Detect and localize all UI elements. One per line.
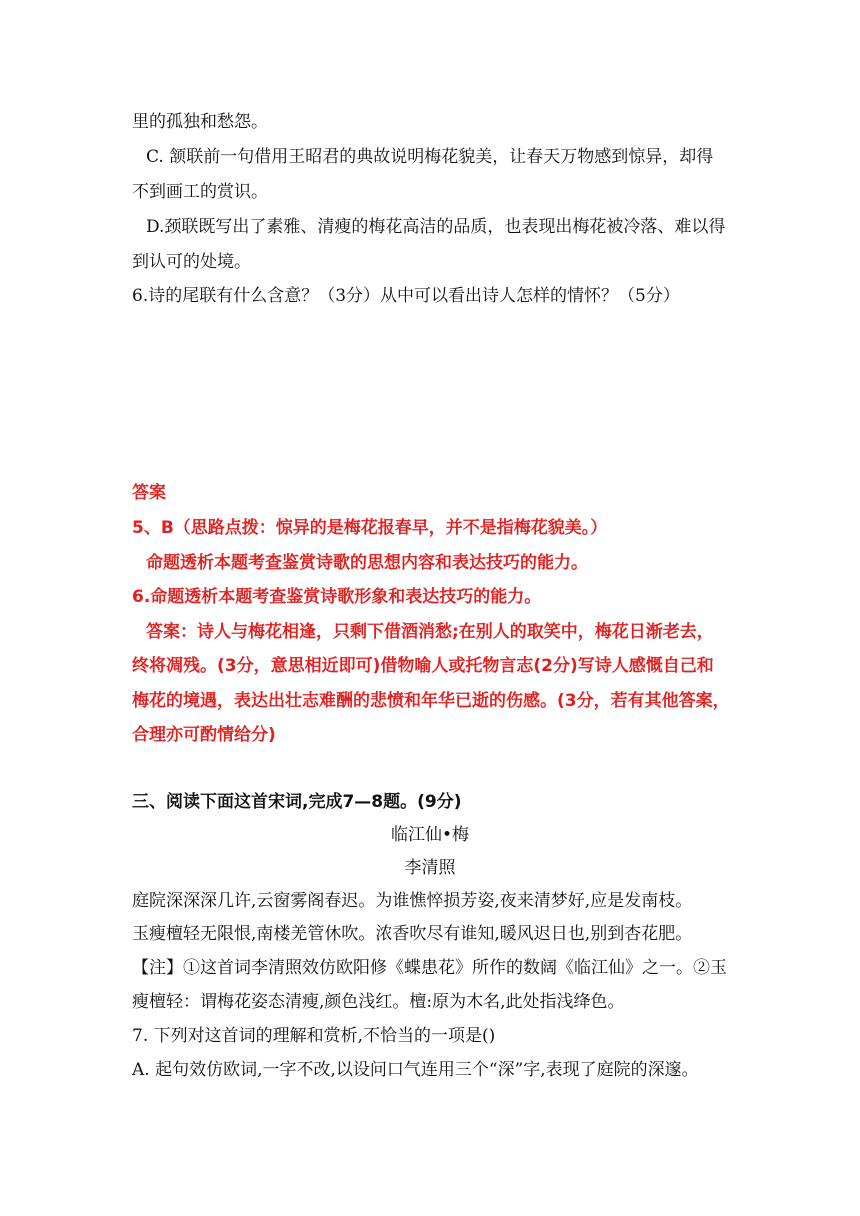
poem-line-2: 玉瘦檀轻无限恨,南楼羌管休吹。浓香吹尽有谁知,暖风迟日也,别到杏花肥。 [132, 924, 693, 944]
section-3-heading: 三、阅读下面这首宋词,完成7—8题。(9分) [132, 792, 462, 812]
answer-6-line-4: 合理亦可酌情给分) [132, 725, 276, 745]
answer-6-line-3: 梅花的境遇，表达出壮志难酬的悲愤和年华已逝的伤感。(3分，若有其他答案， [132, 691, 730, 711]
poem-title: 临江仙•梅 [390, 825, 470, 845]
answer-6-line-2: 终将凋残。(3分，意思相近即可)借物喻人或托物言志(2分)写诗人感慨自己和 [132, 656, 714, 676]
option-d-line-1: D.颈联既写出了素雅、清瘦的梅花高洁的品质，也表现出梅花被冷落、难以得 [146, 217, 726, 237]
answer-6-analysis: 6.命题透析本题考查鉴赏诗歌形象和表达技巧的能力。 [132, 587, 542, 607]
answer-heading: 答案 [132, 483, 166, 503]
option-d-line-2: 到认可的处境。 [132, 252, 251, 272]
question-6: 6.诗的尾联有什么含意？（3分）从中可以看出诗人怎样的情怀？（5分） [132, 286, 680, 306]
poem-line-1: 庭院深深深几许,云窗雾阁春迟。为谁憔悴损芳姿,夜来清梦好,应是发南枝。 [132, 891, 693, 911]
option-c-line-1: C. 颔联前一句借用王昭君的典故说明梅花貌美，让春天万物感到惊异，却得 [146, 147, 714, 167]
question-7-option-a: A. 起句效仿欧词,一字不改,以设问口气连用三个“深”字,表现了庭院的深邃。 [132, 1060, 699, 1080]
option-c-line-2: 不到画工的赏识。 [132, 182, 268, 202]
poem-author: 李清照 [404, 858, 456, 878]
question-7: 7. 下列对这首词的理解和赏析,不恰当的一项是() [132, 1026, 496, 1046]
answer-5: 5、B（思路点拨：惊异的是梅花报春早，并不是指梅花貌美。） [132, 518, 608, 538]
answer-5-analysis: 命题透析本题考查鉴赏诗歌的思想内容和表达技巧的能力。 [146, 553, 588, 573]
poem-note-line-1: 【注】①这首词李清照效仿欧阳修《蝶患花》所作的数阔《临江仙》之一。②玉 [132, 958, 727, 978]
poem-note-line-2: 瘦檀轻：谓梅花姿态清瘦,颜色浅红。檀:原为木名,此处指浅绛色。 [132, 992, 625, 1012]
option-b-continuation: 里的孤独和愁怨。 [132, 112, 268, 132]
answer-6-line-1: 答案：诗人与梅花相逢，只剩下借酒消愁;在别人的取笑中，梅花日渐老去， [146, 622, 714, 642]
